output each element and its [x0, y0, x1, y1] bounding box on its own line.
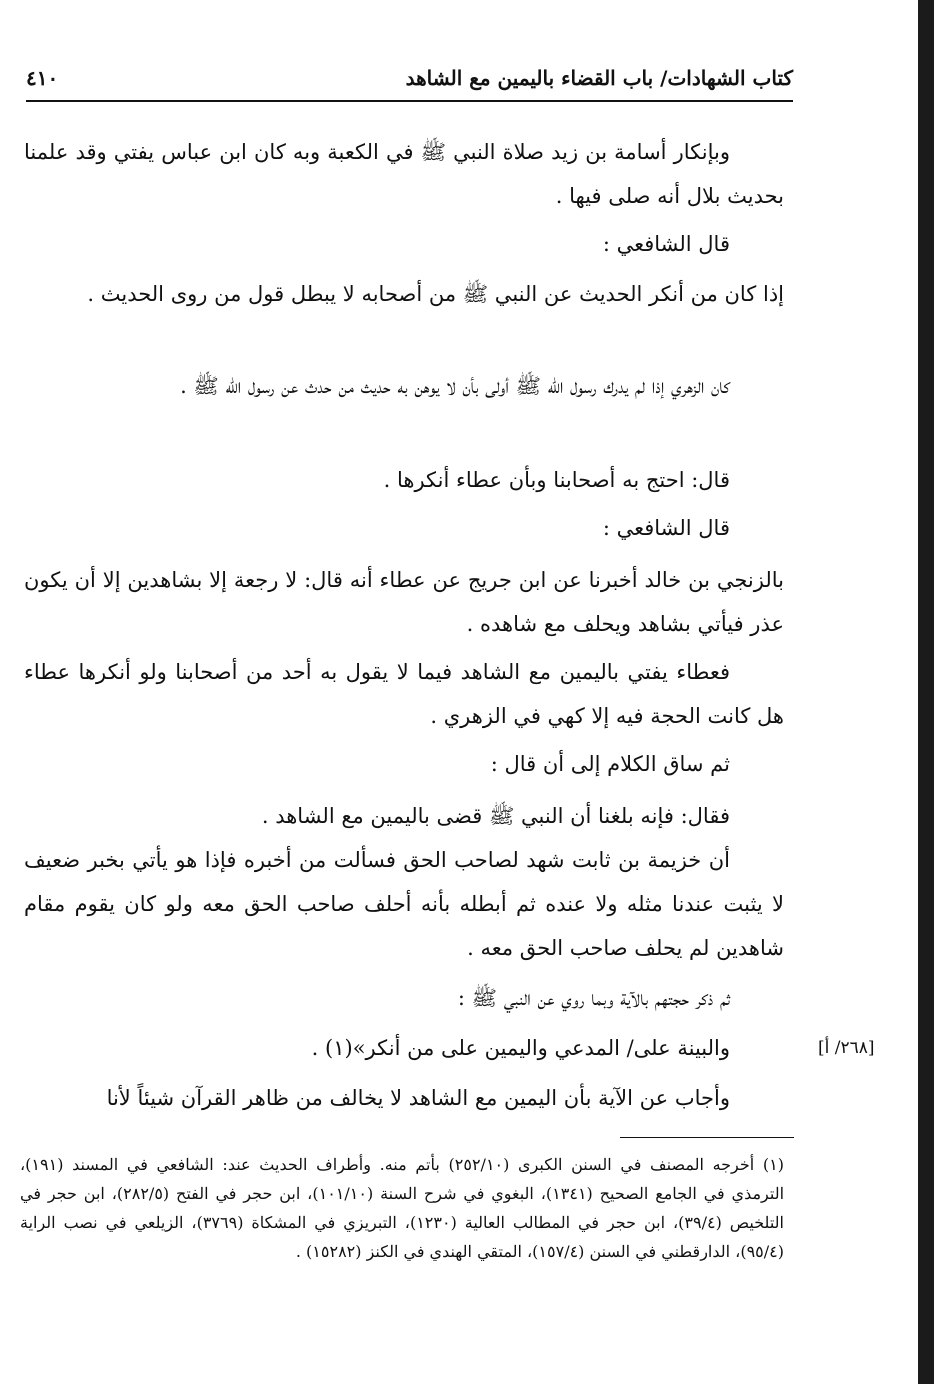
running-header: [26, 62, 793, 98]
paragraph-7: بالزنجي بن خالد أخبرنا عن ابن جريج عن عطاء أنه قال: لا رجعة إلا بشاهدين إلا أن يكون عذر فيأتي بشاهد ويحلف مع شاهده .: [24, 568, 784, 636]
paragraph-9: ثم ساق الكلام إلى أن قال :: [490, 752, 730, 776]
paragraph-13: والبينة على/ المدعي واليمين على من أنكر»(١) .: [311, 1036, 730, 1060]
paragraph-12: ثم ذكر حجتهم بالآية وبما روي عن النبي ﷺ :: [457, 986, 730, 1010]
manuscript-folio-note: [٢٦٨/ أ]: [818, 1038, 875, 1058]
paragraph-11: أن خزيمة بن ثابت شهد لصاحب الحق فسألت من أخبره فإذا هو يأتي بخبر ضعيف لا يثبت عندنا مثله ولا عنده ثم أبطله بأنه أحلف صاحب الحق معه ولو كان يقوم مقام شاهدين لم يحلف صاحب الحق معه .: [24, 848, 784, 960]
paragraph-4: كان الزهري إذا لم يدرك رسول الله ﷺ أولى بأن لا يوهن به حديث من حدث عن رسول الله ﷺ .: [180, 374, 730, 398]
paragraph-3: إذا كان من أنكر الحديث عن النبي ﷺ من أصحابه لا يبطل قول من روى الحديث .: [87, 282, 784, 306]
paragraph-1: وبإنكار أسامة بن زيد صلاة النبي ﷺ في الكعبة وبه كان ابن عباس يفتي وقد علمنا بحديث بلال أنه صلى فيها .: [24, 140, 784, 208]
footnote-1: (١) أخرجه المصنف في السنن الكبرى (٢٥٢/١٠) بأتم منه. وأطراف الحديث عند: الشافعي في المسند (١٩١)، الترمذي في الجامع الصحيح (١٣٤١)، البغوي في شرح السنة (١٠١/١٠)، ابن حجر في الفتح (٢٨٢/٥)، ابن حجر في التلخيص (٣٩/٤)، ابن حجر في المطالب العالية (١٢٣٠)، التبريزي في المشكاة (٣٧٦٩)، الزيلعي في نصب الراية (٩٥/٤)، الدارقطني في السنن (١٥٧/٤)، المتقي الهندي في الكنز (١٥٢٨٢) .: [20, 1155, 785, 1261]
page-edge-shadow: [918, 0, 934, 1384]
paragraph-14: وأجاب عن الآية بأن اليمين مع الشاهد لا يخالف من ظاهر القرآن شيئاً لأنا: [106, 1086, 730, 1110]
paragraph-8: فعطاء يفتي باليمين مع الشاهد فيما لا يقول به أحد من أصحابنا ولو أنكرها عطاء هل كانت الحجة فيه إلا كهي في الزهري .: [24, 660, 784, 728]
header-rule: [26, 100, 793, 102]
page-number: ٤١٠: [26, 66, 59, 90]
paragraph-10: فقال: فإنه بلغنا أن النبي ﷺ قضى باليمين مع الشاهد .: [261, 804, 730, 828]
paragraph-6: قال الشافعي :: [602, 516, 730, 540]
header-title: كتاب الشهادات/ باب القضاء باليمين مع الشاهد: [405, 66, 793, 90]
paragraph-5: قال: احتج به أصحابنا وبأن عطاء أنكرها .: [383, 468, 730, 492]
paragraph-2: قال الشافعي :: [602, 232, 730, 256]
footnote-rule: [620, 1137, 794, 1138]
